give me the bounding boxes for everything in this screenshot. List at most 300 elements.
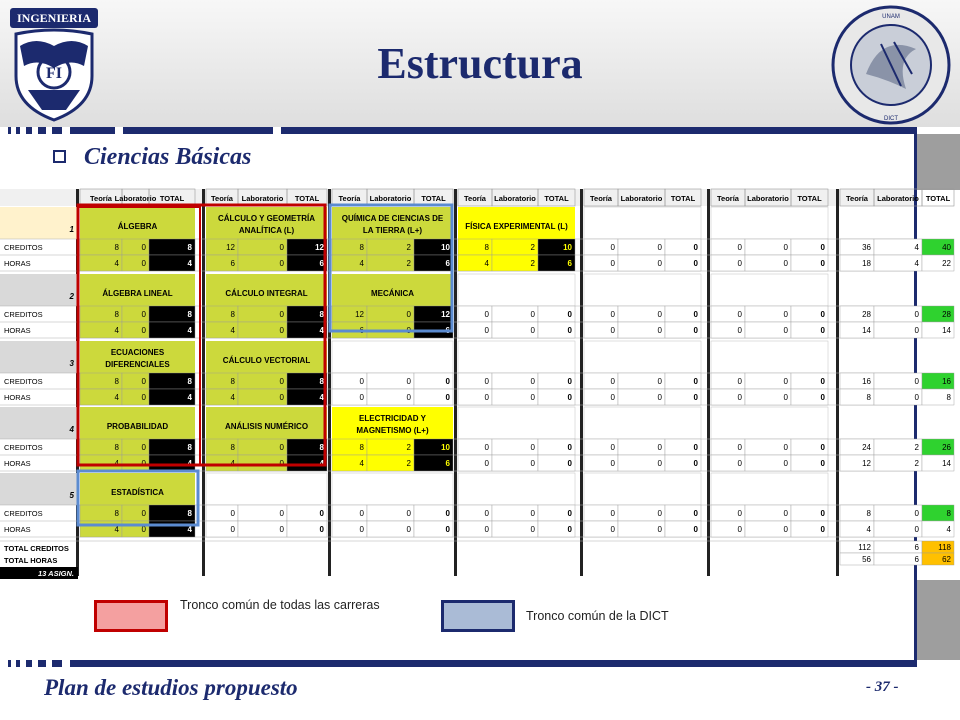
course-name-cell	[332, 473, 453, 505]
value-horas: 4	[484, 259, 489, 268]
value-horas: 0	[820, 459, 825, 468]
value-creditos: 0	[141, 509, 146, 518]
value-horas: 0	[279, 259, 284, 268]
value-creditos: 8	[319, 377, 324, 386]
total-value-creditos: 24	[862, 443, 871, 452]
value-creditos: 0	[230, 509, 235, 518]
value-horas: 4	[359, 459, 364, 468]
total-value-horas: 0	[914, 393, 919, 402]
value-creditos: 8	[187, 243, 192, 252]
svg-text:UNAM: UNAM	[882, 14, 900, 20]
value-horas: 0	[406, 393, 411, 402]
header-label: Laboratorio	[494, 194, 536, 203]
value-horas: 4	[319, 459, 324, 468]
summary-value: 6	[914, 555, 919, 564]
value-creditos: 0	[783, 443, 788, 452]
total-value-creditos: 16	[862, 377, 871, 386]
course-name-cell	[584, 274, 701, 306]
value-creditos: 8	[230, 310, 235, 319]
value-horas: 0	[567, 525, 572, 534]
unam-dict-seal	[826, 4, 956, 126]
course-name: ELECTRICIDAD Y	[359, 414, 426, 423]
value-horas: 4	[187, 259, 192, 268]
ingenieria-logo	[6, 6, 102, 122]
value-horas: 4	[319, 393, 324, 402]
value-horas: 0	[693, 259, 698, 268]
total-value-horas: 4	[914, 259, 919, 268]
right-gray-bar	[917, 134, 960, 190]
value-creditos: 0	[820, 243, 825, 252]
value-horas: 0	[657, 393, 662, 402]
value-creditos: 0	[820, 443, 825, 452]
value-horas: 0	[530, 525, 535, 534]
value-horas: 4	[359, 259, 364, 268]
header-label: Teoría	[590, 194, 612, 203]
value-horas: 2	[406, 459, 411, 468]
row-label-creditos: CREDITOS	[4, 243, 43, 252]
total-value-creditos: 4	[914, 243, 919, 252]
legend-blue-swatch	[441, 600, 515, 632]
value-creditos: 8	[484, 243, 489, 252]
value-horas: 0	[406, 525, 411, 534]
value-horas: 0	[141, 459, 146, 468]
legend-blue-label: Tronco común de la DICT	[526, 609, 669, 623]
value-creditos: 0	[279, 310, 284, 319]
course-name: QUÍMICA DE CIENCIAS DE	[341, 214, 444, 223]
value-horas: 0	[820, 393, 825, 402]
semester-number: 1	[69, 225, 74, 234]
row-label-creditos: CREDITOS	[4, 443, 43, 452]
legend-red-swatch	[94, 600, 168, 632]
summary-value: 6	[914, 543, 919, 552]
value-creditos: 0	[693, 243, 698, 252]
course-name: LA TIERRA (L+)	[362, 226, 423, 235]
semester-band	[0, 473, 78, 505]
value-horas: 0	[657, 326, 662, 335]
total-value-horas: 14	[942, 326, 951, 335]
column-separator	[454, 189, 457, 576]
course-name: CÁLCULO VECTORIAL	[222, 356, 311, 365]
page-title: Estructura	[377, 39, 583, 88]
header-label: Laboratorio	[877, 194, 919, 203]
value-creditos: 0	[567, 509, 572, 518]
value-creditos: 0	[610, 243, 615, 252]
value-creditos: 0	[567, 377, 572, 386]
total-value-horas: 18	[862, 259, 871, 268]
value-horas: 0	[657, 525, 662, 534]
summary-asign: 13 ASIGN.	[38, 569, 74, 578]
value-creditos: 8	[359, 243, 364, 252]
value-horas: 4	[319, 326, 324, 335]
total-value-creditos: 0	[914, 377, 919, 386]
value-horas: 0	[610, 525, 615, 534]
value-horas: 6	[230, 259, 235, 268]
column-separator	[836, 189, 839, 576]
semester-number: 3	[69, 359, 74, 368]
course-name: FÍSICA EXPERIMENTAL (L)	[465, 222, 568, 231]
header-label: Laboratorio	[620, 194, 663, 203]
value-creditos: 0	[141, 443, 146, 452]
course-name-cell	[584, 407, 701, 439]
value-horas: 4	[230, 326, 235, 335]
course-name: ÁLGEBRA	[117, 222, 158, 231]
total-value-creditos: 0	[914, 509, 919, 518]
value-creditos: 0	[657, 243, 662, 252]
total-value-creditos: 28	[942, 310, 951, 319]
value-horas: 6	[359, 326, 364, 335]
course-name-cell	[711, 407, 828, 439]
value-horas: 0	[737, 259, 742, 268]
summary-value: 118	[938, 543, 951, 552]
course-name-cell	[584, 341, 701, 373]
value-creditos: 0	[445, 509, 450, 518]
value-creditos: 8	[187, 310, 192, 319]
row-label-horas: HORAS	[4, 259, 31, 268]
course-name-cell	[458, 274, 575, 306]
value-horas: 0	[657, 459, 662, 468]
value-horas: 0	[783, 326, 788, 335]
course-name-cell	[711, 207, 828, 239]
right-gray-bar-lower	[917, 580, 960, 660]
value-creditos: 0	[530, 310, 535, 319]
value-horas: 0	[820, 326, 825, 335]
semester-band	[0, 207, 78, 239]
value-creditos: 0	[783, 310, 788, 319]
value-horas: 0	[484, 393, 489, 402]
course-name-cell	[711, 274, 828, 306]
bullet-square-icon	[53, 150, 66, 163]
value-creditos: 0	[693, 377, 698, 386]
value-creditos: 0	[279, 243, 284, 252]
value-horas: 4	[187, 525, 192, 534]
value-horas: 4	[187, 459, 192, 468]
value-creditos: 8	[230, 443, 235, 452]
value-creditos: 0	[610, 377, 615, 386]
value-horas: 4	[187, 326, 192, 335]
value-horas: 0	[567, 326, 572, 335]
header-label: TOTAL	[159, 194, 185, 203]
value-horas: 0	[319, 525, 324, 534]
row-label-horas: HORAS	[4, 525, 31, 534]
total-value-creditos: 8	[946, 509, 951, 518]
value-creditos: 12	[441, 310, 450, 319]
value-horas: 2	[530, 259, 535, 268]
course-name: ÁLGEBRA LINEAL	[102, 289, 173, 298]
value-creditos: 0	[141, 377, 146, 386]
course-name: CÁLCULO Y GEOMETRÍA	[217, 214, 316, 223]
value-horas: 0	[783, 459, 788, 468]
value-creditos: 0	[657, 310, 662, 319]
value-horas: 4	[114, 459, 119, 468]
total-value-horas: 4	[946, 525, 951, 534]
value-horas: 0	[445, 525, 450, 534]
course-name-cell	[206, 473, 327, 505]
value-horas: 0	[737, 326, 742, 335]
row-label-creditos: CREDITOS	[4, 509, 43, 518]
row-label-horas: HORAS	[4, 326, 31, 335]
value-horas: 0	[610, 259, 615, 268]
value-horas: 0	[693, 326, 698, 335]
value-creditos: 0	[820, 509, 825, 518]
value-creditos: 0	[693, 310, 698, 319]
value-creditos: 0	[445, 377, 450, 386]
value-creditos: 0	[737, 243, 742, 252]
value-creditos: 10	[441, 443, 450, 452]
value-horas: 4	[114, 326, 119, 335]
header-label: Laboratorio	[747, 194, 789, 203]
value-horas: 0	[359, 393, 364, 402]
footer-subtitle: Plan de estudios propuesto	[44, 675, 298, 700]
total-value-creditos: 16	[942, 377, 951, 386]
column-separator	[580, 189, 583, 576]
value-creditos: 8	[187, 377, 192, 386]
total-value-creditos: 36	[862, 243, 871, 252]
value-creditos: 0	[406, 509, 411, 518]
value-horas: 4	[230, 393, 235, 402]
value-creditos: 0	[737, 509, 742, 518]
value-creditos: 8	[114, 243, 119, 252]
value-creditos: 0	[484, 443, 489, 452]
total-value-creditos: 26	[942, 443, 951, 452]
value-creditos: 8	[114, 443, 119, 452]
value-horas: 0	[279, 393, 284, 402]
value-creditos: 2	[406, 243, 411, 252]
value-creditos: 8	[230, 377, 235, 386]
value-creditos: 2	[530, 243, 535, 252]
header-label: Laboratorio	[114, 194, 157, 203]
course-name-cell	[458, 341, 575, 373]
header-label: TOTAL	[421, 194, 446, 203]
curriculum-spreadsheet	[0, 189, 951, 581]
value-creditos: 0	[567, 310, 572, 319]
value-creditos: 0	[610, 509, 615, 518]
value-creditos: 12	[226, 243, 235, 252]
course-name: MAGNETISMO (L+)	[356, 426, 429, 435]
section-title: Ciencias Básicas	[84, 144, 252, 170]
total-value-horas: 14	[942, 459, 951, 468]
value-creditos: 0	[484, 377, 489, 386]
value-horas: 0	[657, 259, 662, 268]
summary-value: 56	[862, 555, 871, 564]
value-horas: 4	[114, 259, 119, 268]
value-creditos: 0	[610, 310, 615, 319]
semester-number: 5	[69, 491, 74, 500]
value-horas: 0	[141, 393, 146, 402]
value-horas: 0	[141, 259, 146, 268]
value-creditos: 0	[279, 509, 284, 518]
header-label: Laboratorio	[241, 194, 284, 203]
summary-value: 112	[858, 543, 871, 552]
semester-number: 4	[69, 425, 74, 434]
value-horas: 0	[737, 459, 742, 468]
header-rule	[0, 127, 917, 134]
row-label-creditos: CREDITOS	[4, 377, 43, 386]
total-value-horas: 0	[914, 326, 919, 335]
total-value-horas: 12	[862, 459, 871, 468]
value-horas: 0	[484, 525, 489, 534]
value-horas: 0	[693, 393, 698, 402]
value-horas: 0	[406, 326, 411, 335]
value-horas: 0	[567, 459, 572, 468]
semester-band	[0, 274, 78, 306]
value-horas: 2	[406, 259, 411, 268]
course-name-cell	[584, 207, 701, 239]
value-horas: 0	[610, 393, 615, 402]
legend-red-label: Tronco común de todas las carreras	[180, 598, 380, 612]
value-creditos: 8	[114, 310, 119, 319]
total-value-horas: 22	[942, 259, 951, 268]
value-horas: 4	[114, 525, 119, 534]
header-label: Teoría	[338, 194, 361, 203]
header-label: Teoría	[717, 194, 739, 203]
value-horas: 4	[114, 393, 119, 402]
value-creditos: 0	[693, 509, 698, 518]
course-name-cell	[458, 473, 575, 505]
value-horas: 4	[230, 459, 235, 468]
value-creditos: 0	[406, 310, 411, 319]
value-creditos: 8	[359, 443, 364, 452]
column-separator	[707, 189, 710, 576]
value-creditos: 0	[359, 377, 364, 386]
value-horas: 0	[230, 525, 235, 534]
value-horas: 0	[693, 525, 698, 534]
value-creditos: 0	[820, 377, 825, 386]
value-creditos: 0	[737, 377, 742, 386]
course-name: DIFERENCIALES	[105, 360, 170, 369]
value-horas: 6	[445, 459, 450, 468]
value-creditos: 0	[783, 509, 788, 518]
value-horas: 4	[187, 393, 192, 402]
header-label: Teoría	[846, 194, 868, 203]
course-name-cell	[332, 341, 453, 373]
value-creditos: 0	[567, 443, 572, 452]
value-horas: 0	[141, 525, 146, 534]
total-value-horas: 2	[914, 459, 919, 468]
svg-text:FI: FI	[46, 65, 62, 82]
value-horas: 0	[693, 459, 698, 468]
total-value-horas: 4	[866, 525, 871, 534]
total-value-creditos: 0	[914, 310, 919, 319]
total-value-horas: 8	[946, 393, 951, 402]
course-name: ANALÍTICA (L)	[238, 226, 295, 235]
semester-band	[0, 341, 78, 373]
value-creditos: 0	[783, 377, 788, 386]
value-horas: 0	[279, 525, 284, 534]
value-horas: 6	[445, 259, 450, 268]
value-creditos: 0	[783, 243, 788, 252]
header-label: TOTAL	[925, 194, 951, 203]
value-creditos: 12	[355, 310, 364, 319]
header-label: Teoría	[464, 194, 486, 203]
column-separator	[202, 189, 205, 576]
value-horas: 0	[359, 525, 364, 534]
course-name-cell	[458, 407, 575, 439]
course-name-cell	[711, 473, 828, 505]
value-creditos: 2	[406, 443, 411, 452]
value-creditos: 8	[114, 509, 119, 518]
value-horas: 0	[530, 326, 535, 335]
footer-rule	[0, 660, 917, 667]
value-horas: 0	[279, 459, 284, 468]
value-horas: 0	[783, 525, 788, 534]
header-label: TOTAL	[294, 194, 320, 203]
value-horas: 0	[567, 393, 572, 402]
total-value-creditos: 2	[914, 443, 919, 452]
value-creditos: 0	[141, 243, 146, 252]
value-creditos: 0	[141, 310, 146, 319]
value-creditos: 0	[279, 377, 284, 386]
course-name: MECÁNICA	[370, 289, 415, 298]
value-creditos: 8	[187, 509, 192, 518]
value-horas: 0	[783, 393, 788, 402]
value-creditos: 0	[530, 377, 535, 386]
header-label: Laboratorio	[369, 194, 412, 203]
row-label-horas: HORAS	[4, 459, 31, 468]
total-value-horas: 8	[866, 393, 871, 402]
total-value-creditos: 8	[866, 509, 871, 518]
value-horas: 0	[279, 326, 284, 335]
value-horas: 0	[610, 326, 615, 335]
row-label-creditos: CREDITOS	[4, 310, 43, 319]
course-name-cell	[584, 473, 701, 505]
value-horas: 0	[484, 459, 489, 468]
semester-number: 2	[69, 292, 74, 301]
value-horas: 0	[530, 393, 535, 402]
value-creditos: 0	[820, 310, 825, 319]
value-horas: 6	[445, 326, 450, 335]
value-horas: 0	[737, 393, 742, 402]
course-name: CÁLCULO INTEGRAL	[225, 289, 308, 298]
value-creditos: 0	[530, 509, 535, 518]
value-creditos: 0	[484, 310, 489, 319]
header-label: TOTAL	[544, 194, 569, 203]
total-value-horas: 14	[862, 326, 871, 335]
value-creditos: 12	[315, 243, 324, 252]
value-horas: 0	[530, 459, 535, 468]
page-number: - 37 -	[866, 679, 899, 695]
value-horas: 0	[484, 326, 489, 335]
value-creditos: 0	[657, 377, 662, 386]
header-label: TOTAL	[670, 194, 696, 203]
total-value-creditos: 40	[942, 243, 951, 252]
summary-value: 62	[942, 555, 951, 564]
summary-label-creditos: TOTAL CREDITOS	[4, 544, 69, 553]
value-creditos: 0	[657, 509, 662, 518]
value-creditos: 0	[484, 509, 489, 518]
value-horas: 0	[820, 259, 825, 268]
value-creditos: 8	[319, 310, 324, 319]
course-name: ESTADÍSTICA	[111, 488, 164, 497]
value-creditos: 0	[406, 377, 411, 386]
total-value-creditos: 28	[862, 310, 871, 319]
total-value-horas: 0	[914, 525, 919, 534]
svg-text:DICT: DICT	[884, 116, 898, 122]
value-creditos: 0	[279, 443, 284, 452]
header-label: TOTAL	[797, 194, 822, 203]
semester-band	[0, 407, 78, 439]
course-name-cell	[711, 341, 828, 373]
summary-label-horas: TOTAL HORAS	[4, 556, 58, 565]
course-name: ANÁLISIS NUMÉRICO	[224, 422, 309, 431]
value-horas: 0	[445, 393, 450, 402]
header-label: Teoría	[90, 194, 112, 203]
value-horas: 0	[820, 525, 825, 534]
value-creditos: 10	[563, 243, 572, 252]
value-creditos: 0	[359, 509, 364, 518]
value-creditos: 0	[610, 443, 615, 452]
course-name: ECUACIONES	[110, 348, 165, 357]
value-horas: 6	[319, 259, 324, 268]
